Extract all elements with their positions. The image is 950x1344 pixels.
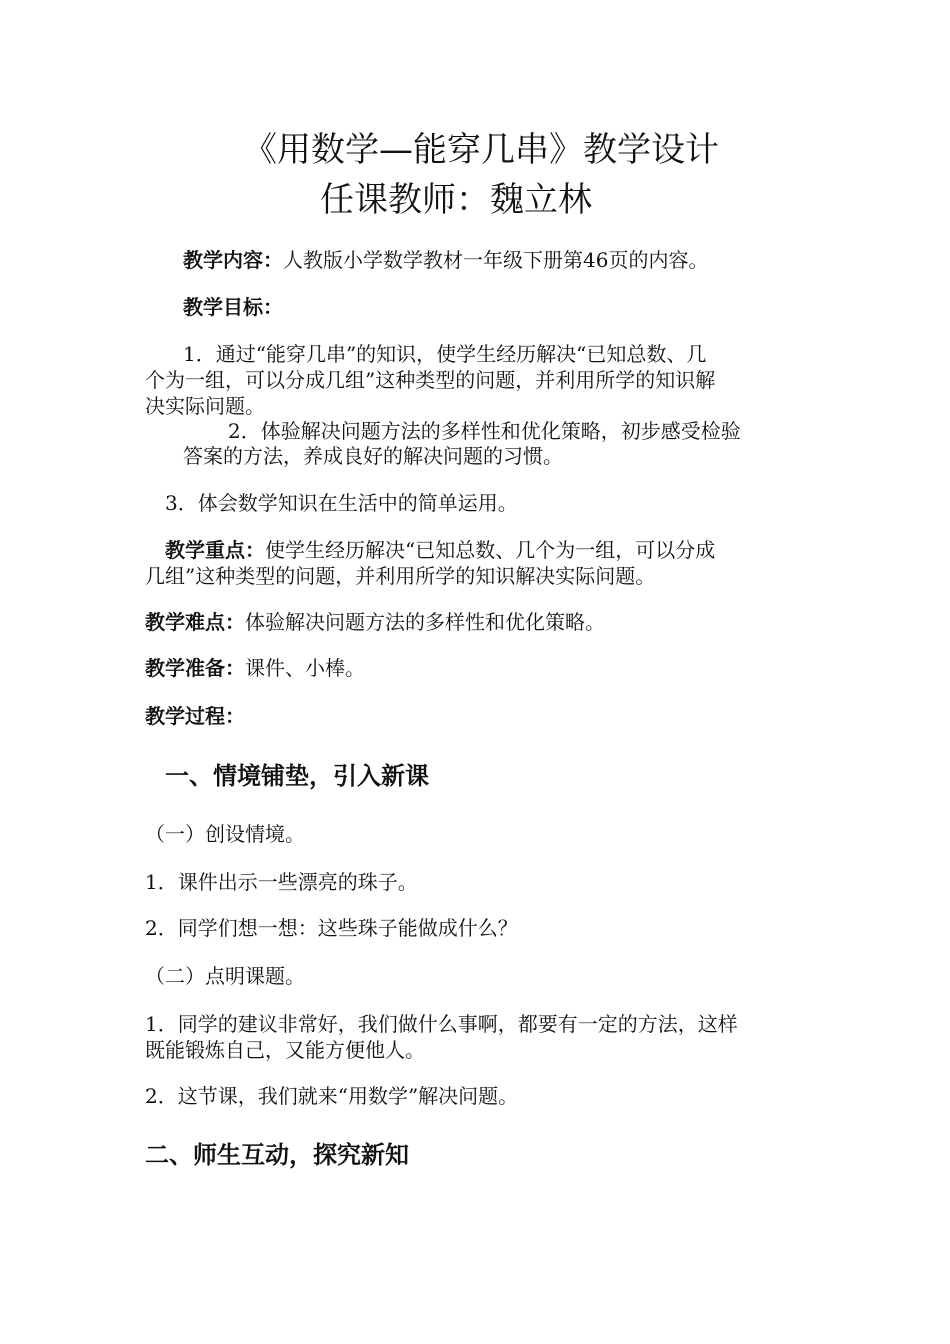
key-points-label: 教学重点： (165, 538, 265, 562)
preparation (145, 655, 365, 681)
difficulty-text: 体验解决问题方法的多样性和优化策略。 (245, 610, 605, 634)
section-1-sub-2: （二）点明课题。 (145, 964, 305, 988)
key-points-line-1 (165, 537, 715, 563)
difficulty-label: 教学难点： (145, 610, 245, 634)
teaching-content-text: 人教版小学数学教材一年级下册第46页的内容。 (283, 248, 709, 272)
section-1-item-3-line-2: 既能锻炼自己，又能方便他人。 (145, 1038, 425, 1062)
section-1-item-4: 2．这节课，我们就来“用数学”解决问题。 (145, 1084, 519, 1108)
process-label: 教学过程： (145, 704, 245, 728)
teacher-name: 任课教师：魏立林 (320, 180, 592, 220)
section-1-item-3-line-1: 1．同学的建议非常好，我们做什么事啊，都要有一定的方法，这样 (145, 1012, 738, 1036)
key-points-line-2: 几组”这种类型的问题，并利用所学的知识解决实际问题。 (145, 564, 656, 588)
goal-2-line-2: 答案的方法，养成良好的解决问题的习惯。 (183, 444, 563, 468)
goal-1-line-2: 个为一组，可以分成几组”这种类型的问题，并利用所学的知识解 (145, 368, 716, 392)
teaching-content-label: 教学内容： (183, 248, 283, 272)
section-2-heading: 二、师生互动，探究新知 (145, 1141, 409, 1169)
preparation-text: 课件、小棒。 (245, 656, 365, 680)
section-1-sub-1: （一）创设情境。 (145, 822, 305, 846)
teaching-goals-label: 教学目标： (183, 295, 283, 319)
key-points-text: 使学生经历解决“已知总数、几个为一组，可以分成 (265, 538, 716, 562)
preparation-label: 教学准备： (145, 656, 245, 680)
section-1-heading: 一、情境铺垫，引入新课 (165, 762, 429, 790)
goal-1-line-1: 1．通过“能穿几串”的知识，使学生经历解决“已知总数、几 (183, 342, 707, 366)
teaching-content (183, 247, 708, 273)
goal-2-line-1: 2．体验解决问题方法的多样性和优化策略，初步感受检验 (228, 419, 741, 443)
difficulty (145, 609, 605, 635)
section-1-item-2: 2．同学们想一想：这些珠子能做成什么？ (145, 916, 518, 940)
document-title: 《用数学—能穿几串》教学设计 (243, 130, 719, 170)
goal-3: 3．体会数学知识在生活中的简单运用。 (165, 491, 518, 515)
goal-1-line-3: 决实际问题。 (145, 394, 265, 418)
section-1-item-1: 1．课件出示一些漂亮的珠子。 (145, 870, 418, 894)
